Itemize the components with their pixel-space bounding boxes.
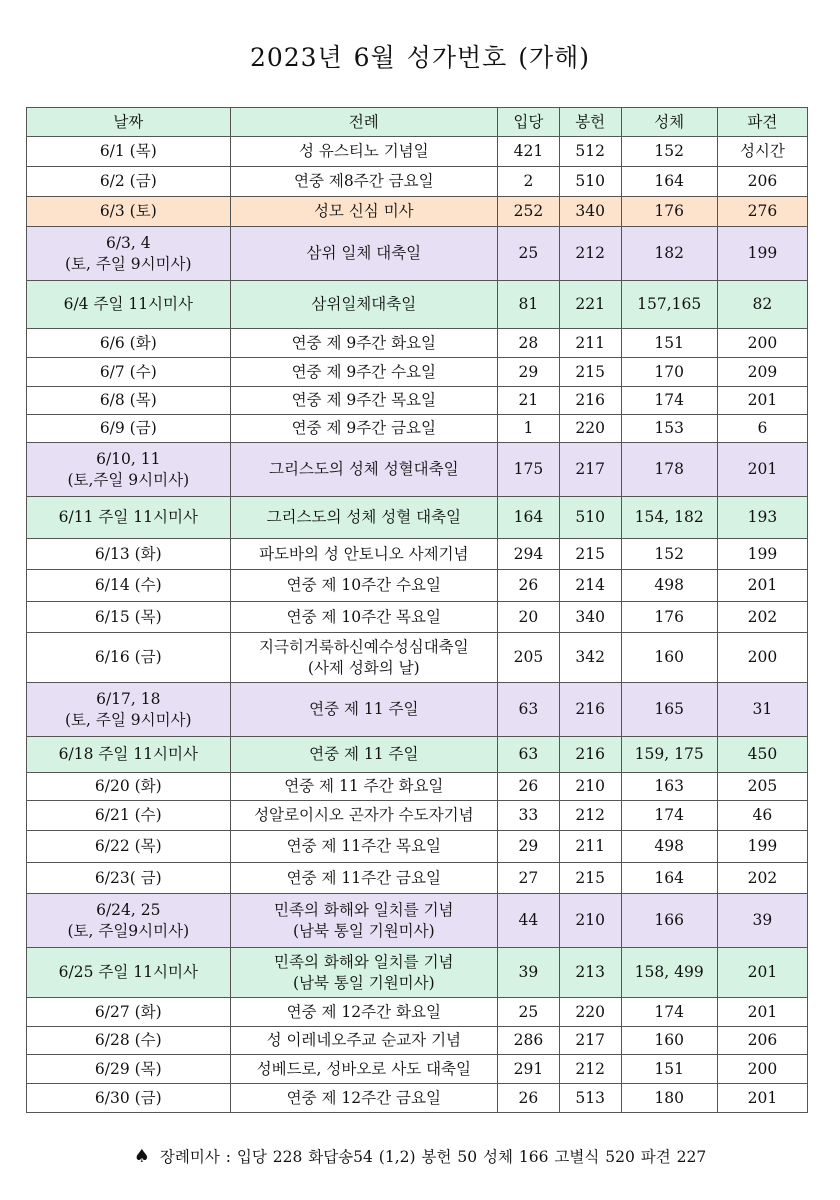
- cell-communion: 498: [621, 831, 717, 863]
- cell-liturgy: 연중 제 11 주간 화요일: [230, 773, 497, 801]
- cell-offertory: 510: [559, 497, 621, 539]
- cell-offertory: 216: [559, 683, 621, 737]
- table-row: [27, 197, 808, 227]
- cell-dismissal: 201: [717, 998, 807, 1027]
- cell-communion: 165: [621, 683, 717, 737]
- table-row: [27, 570, 808, 602]
- cell-date: 6/17, 18 (토, 주일 9시미사): [27, 683, 231, 737]
- table-row: [27, 137, 808, 167]
- cell-communion: 164: [621, 863, 717, 894]
- cell-dismissal: 201: [717, 1084, 807, 1113]
- table-row: [27, 948, 808, 998]
- table-row: [27, 863, 808, 894]
- table-row: [27, 358, 808, 387]
- table-row: [27, 633, 808, 683]
- header-communion: 성체: [621, 108, 717, 137]
- cell-date: 6/25 주일 11시미사: [27, 948, 231, 998]
- cell-offertory: 340: [559, 602, 621, 633]
- table-row: [27, 281, 808, 329]
- cell-date: 6/24, 25 (토, 주일9시미사): [27, 894, 231, 948]
- cell-dismissal: 209: [717, 358, 807, 387]
- cell-liturgy: 연중 제 9주간 화요일: [230, 329, 497, 358]
- cell-offertory: 216: [559, 387, 621, 415]
- cell-liturgy: 민족의 화해와 일치를 기념 (남북 통일 기원미사): [230, 894, 497, 948]
- cell-entrance: 39: [498, 948, 560, 998]
- table-row: [27, 773, 808, 801]
- cell-offertory: 215: [559, 539, 621, 570]
- table-row: [27, 443, 808, 497]
- cell-liturgy: 연중 제 10주간 목요일: [230, 602, 497, 633]
- cell-entrance: 21: [498, 387, 560, 415]
- cell-communion: 178: [621, 443, 717, 497]
- cell-offertory: 214: [559, 570, 621, 602]
- cell-liturgy: 민족의 화해와 일치를 기념 (남북 통일 기원미사): [230, 948, 497, 998]
- cell-liturgy: 성알로이시오 곤자가 수도자기념: [230, 801, 497, 831]
- cell-offertory: 513: [559, 1084, 621, 1113]
- cell-date: 6/1 (목): [27, 137, 231, 167]
- cell-date: 6/29 (목): [27, 1055, 231, 1084]
- cell-communion: 151: [621, 329, 717, 358]
- cell-dismissal: 46: [717, 801, 807, 831]
- cell-entrance: 20: [498, 602, 560, 633]
- cell-entrance: 25: [498, 998, 560, 1027]
- cell-liturgy: 성 유스티노 기념일: [230, 137, 497, 167]
- cell-liturgy: 성모 신심 미사: [230, 197, 497, 227]
- cell-offertory: 211: [559, 831, 621, 863]
- cell-entrance: 29: [498, 831, 560, 863]
- table-row: [27, 998, 808, 1027]
- cell-offertory: 215: [559, 863, 621, 894]
- cell-date: 6/16 (금): [27, 633, 231, 683]
- cell-dismissal: 193: [717, 497, 807, 539]
- funeral-mass-note: [0, 1145, 840, 1167]
- header-dismissal: 파견: [717, 108, 807, 137]
- cell-dismissal: 6: [717, 415, 807, 443]
- table-row: [27, 1027, 808, 1055]
- cell-entrance: 81: [498, 281, 560, 329]
- cell-communion: 164: [621, 167, 717, 197]
- cell-entrance: 28: [498, 329, 560, 358]
- table-row: [27, 329, 808, 358]
- cell-communion: 158, 499: [621, 948, 717, 998]
- table-row: [27, 387, 808, 415]
- cell-communion: 170: [621, 358, 717, 387]
- cell-communion: 174: [621, 801, 717, 831]
- cell-offertory: 220: [559, 998, 621, 1027]
- table-body: [27, 137, 808, 1113]
- cell-liturgy: 연중 제 10주간 수요일: [230, 570, 497, 602]
- cell-liturgy: 성베드로, 성바오로 사도 대축일: [230, 1055, 497, 1084]
- cell-communion: 174: [621, 998, 717, 1027]
- cell-date: 6/4 주일 11시미사: [27, 281, 231, 329]
- cell-date: 6/10, 11 (토,주일 9시미사): [27, 443, 231, 497]
- cell-liturgy: 연중 제 12주간 금요일: [230, 1084, 497, 1113]
- cell-date: 6/15 (목): [27, 602, 231, 633]
- cell-communion: 498: [621, 570, 717, 602]
- cell-entrance: 2: [498, 167, 560, 197]
- cell-offertory: 510: [559, 167, 621, 197]
- cell-dismissal: 31: [717, 683, 807, 737]
- cell-dismissal: 199: [717, 831, 807, 863]
- hymn-number-table: [26, 107, 808, 1113]
- cell-date: 6/7 (수): [27, 358, 231, 387]
- cell-entrance: 63: [498, 683, 560, 737]
- cell-liturgy: 연중 제 11주간 금요일: [230, 863, 497, 894]
- cell-entrance: 44: [498, 894, 560, 948]
- cell-communion: 154, 182: [621, 497, 717, 539]
- header-offertory: 봉헌: [559, 108, 621, 137]
- cell-dismissal: 276: [717, 197, 807, 227]
- cell-dismissal: 201: [717, 443, 807, 497]
- header-liturgy: 전례: [230, 108, 497, 137]
- cell-liturgy: 연중 제8주간 금요일: [230, 167, 497, 197]
- header-entrance: 입당: [498, 108, 560, 137]
- table-row: [27, 497, 808, 539]
- cell-offertory: 212: [559, 801, 621, 831]
- cell-date: 6/14 (수): [27, 570, 231, 602]
- cell-offertory: 220: [559, 415, 621, 443]
- cell-liturgy: 연중 제 11 주일: [230, 737, 497, 773]
- cell-liturgy: 그리스도의 성체 성혈 대축일: [230, 497, 497, 539]
- cell-communion: 152: [621, 137, 717, 167]
- table-row: [27, 602, 808, 633]
- cell-liturgy: 삼위일체대축일: [230, 281, 497, 329]
- cell-liturgy: 연중 제 9주간 목요일: [230, 387, 497, 415]
- cell-liturgy: 연중 제 11 주일: [230, 683, 497, 737]
- cell-liturgy: 성 이레네오주교 순교자 기념: [230, 1027, 497, 1055]
- cell-dismissal: 200: [717, 1055, 807, 1084]
- cell-entrance: 421: [498, 137, 560, 167]
- cell-offertory: 215: [559, 358, 621, 387]
- cell-entrance: 252: [498, 197, 560, 227]
- cell-entrance: 25: [498, 227, 560, 281]
- cell-dismissal: 450: [717, 737, 807, 773]
- cell-communion: 163: [621, 773, 717, 801]
- cell-entrance: 26: [498, 570, 560, 602]
- cell-communion: 159, 175: [621, 737, 717, 773]
- cell-entrance: 286: [498, 1027, 560, 1055]
- cell-communion: 153: [621, 415, 717, 443]
- cell-date: 6/20 (화): [27, 773, 231, 801]
- cell-dismissal: 206: [717, 1027, 807, 1055]
- table-row: [27, 167, 808, 197]
- cell-dismissal: 82: [717, 281, 807, 329]
- cell-liturgy: 지극히거룩하신예수성심대축일 (사제 성화의 날): [230, 633, 497, 683]
- cell-date: 6/22 (목): [27, 831, 231, 863]
- cell-entrance: 26: [498, 773, 560, 801]
- table-header-row: [27, 108, 808, 137]
- cell-date: 6/27 (화): [27, 998, 231, 1027]
- cell-communion: 151: [621, 1055, 717, 1084]
- cell-offertory: 212: [559, 227, 621, 281]
- funeral-mass-text: 장례미사 : 입당 228 화답송54 (1,2) 봉헌 50 성체 166 고별식 520 파견 227: [159, 1148, 707, 1166]
- cell-offertory: 342: [559, 633, 621, 683]
- cell-communion: 166: [621, 894, 717, 948]
- table-row: [27, 801, 808, 831]
- cell-communion: 182: [621, 227, 717, 281]
- cell-dismissal: 205: [717, 773, 807, 801]
- cell-entrance: 175: [498, 443, 560, 497]
- table-row: [27, 894, 808, 948]
- cell-date: 6/13 (화): [27, 539, 231, 570]
- cell-offertory: 217: [559, 443, 621, 497]
- cell-offertory: 216: [559, 737, 621, 773]
- cell-communion: 180: [621, 1084, 717, 1113]
- cell-date: 6/2 (금): [27, 167, 231, 197]
- cell-entrance: 291: [498, 1055, 560, 1084]
- cell-offertory: 210: [559, 894, 621, 948]
- cell-dismissal: 199: [717, 539, 807, 570]
- cell-dismissal: 201: [717, 570, 807, 602]
- cell-dismissal: 성시간: [717, 137, 807, 167]
- cell-liturgy: 연중 제 11주간 목요일: [230, 831, 497, 863]
- cell-date: 6/6 (화): [27, 329, 231, 358]
- table-row: [27, 415, 808, 443]
- cell-date: 6/23( 금): [27, 863, 231, 894]
- cell-dismissal: 202: [717, 863, 807, 894]
- cell-entrance: 205: [498, 633, 560, 683]
- cell-communion: 176: [621, 197, 717, 227]
- cell-liturgy: 파도바의 성 안토니오 사제기념: [230, 539, 497, 570]
- cell-date: 6/11 주일 11시미사: [27, 497, 231, 539]
- cell-dismissal: 201: [717, 948, 807, 998]
- cell-dismissal: 206: [717, 167, 807, 197]
- cell-entrance: 63: [498, 737, 560, 773]
- cell-entrance: 27: [498, 863, 560, 894]
- cell-offertory: 217: [559, 1027, 621, 1055]
- cell-communion: 157,165: [621, 281, 717, 329]
- cell-offertory: 211: [559, 329, 621, 358]
- cell-offertory: 212: [559, 1055, 621, 1084]
- table-row: [27, 683, 808, 737]
- cell-offertory: 210: [559, 773, 621, 801]
- cell-date: 6/28 (수): [27, 1027, 231, 1055]
- cell-dismissal: 200: [717, 329, 807, 358]
- cell-entrance: 29: [498, 358, 560, 387]
- cell-entrance: 33: [498, 801, 560, 831]
- cell-date: 6/3 (토): [27, 197, 231, 227]
- cell-entrance: 1: [498, 415, 560, 443]
- cell-liturgy: 그리스도의 성체 성혈대축일: [230, 443, 497, 497]
- cell-date: 6/8 (목): [27, 387, 231, 415]
- cell-communion: 176: [621, 602, 717, 633]
- cell-offertory: 213: [559, 948, 621, 998]
- cell-dismissal: 200: [717, 633, 807, 683]
- cell-date: 6/3, 4 (토, 주일 9시미사): [27, 227, 231, 281]
- spade-icon: ♠: [133, 1146, 150, 1167]
- table-row: [27, 737, 808, 773]
- cell-date: 6/30 (금): [27, 1084, 231, 1113]
- cell-offertory: 512: [559, 137, 621, 167]
- cell-date: 6/9 (금): [27, 415, 231, 443]
- cell-offertory: 340: [559, 197, 621, 227]
- cell-communion: 160: [621, 1027, 717, 1055]
- cell-dismissal: 201: [717, 387, 807, 415]
- table-row: [27, 1055, 808, 1084]
- cell-dismissal: 199: [717, 227, 807, 281]
- header-date: 날짜: [27, 108, 231, 137]
- cell-date: 6/18 주일 11시미사: [27, 737, 231, 773]
- table-row: [27, 831, 808, 863]
- cell-liturgy: 연중 제 12주간 화요일: [230, 998, 497, 1027]
- table-row: [27, 227, 808, 281]
- cell-communion: 152: [621, 539, 717, 570]
- cell-offertory: 221: [559, 281, 621, 329]
- cell-date: 6/21 (수): [27, 801, 231, 831]
- cell-liturgy: 연중 제 9주간 수요일: [230, 358, 497, 387]
- table-row: [27, 539, 808, 570]
- table-row: [27, 1084, 808, 1113]
- cell-dismissal: 202: [717, 602, 807, 633]
- cell-entrance: 294: [498, 539, 560, 570]
- cell-communion: 174: [621, 387, 717, 415]
- cell-communion: 160: [621, 633, 717, 683]
- cell-dismissal: 39: [717, 894, 807, 948]
- page-title: 2023년 6월 성가번호 (가해): [249, 43, 591, 72]
- cell-liturgy: 연중 제 9주간 금요일: [230, 415, 497, 443]
- cell-entrance: 164: [498, 497, 560, 539]
- cell-entrance: 26: [498, 1084, 560, 1113]
- cell-liturgy: 삼위 일체 대축일: [230, 227, 497, 281]
